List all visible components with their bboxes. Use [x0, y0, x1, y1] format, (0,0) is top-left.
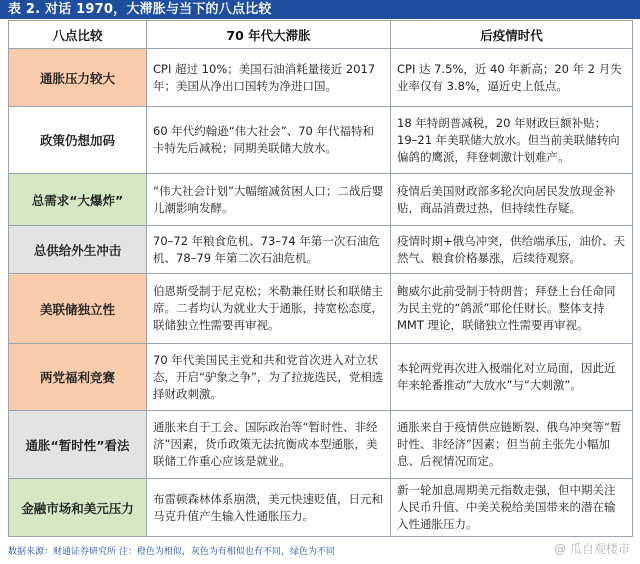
row-label: 金融市场和美元压力	[9, 479, 147, 537]
header-post-pandemic: 后疫情时代	[391, 21, 633, 49]
cell-1970s: 通胀来自于工会、国际政治等“暂时性、非经济”因素，货币政策无法抗衡成本型通胀，美联储工作重心应该是就业。	[147, 411, 391, 479]
table-row	[9, 174, 633, 226]
cell-1970s: 伯恩斯受制于尼克松；米勒兼任财长和联储主席。二者均认为就业大于通胀，持宽松态度，联储独立性需要再审视。	[147, 274, 391, 344]
source-footnote: 数据来源：财通证券研究所 注：橙色为相似，灰色为有相似也有不同，绿色为不同	[8, 547, 335, 557]
cell-post-pandemic: 本轮两党再次进入极端化对立局面，因此近年来轮番推动“大放水”与“大刺激”。	[391, 344, 633, 411]
watermark: @ 瓜自观楼市	[554, 542, 630, 556]
table-title: 表 2. 对话 1970，大滞胀与当下的八点比较	[0, 0, 640, 19]
cell-1970s: 60 年代约翰逊“伟大社会”、70 年代福特和卡特先后减税；同期美联储大放水。	[147, 107, 391, 174]
table-row	[9, 226, 633, 274]
cell-1970s: CPI 超过 10%；美国石油消耗量接近 2017 年；美国从净出口国转为净进口国。	[147, 49, 391, 107]
cell-1970s: 70–72 年粮食危机、73–74 年第一次石油危机、78–79 年第二次石油危机。	[147, 226, 391, 274]
row-label: 通胀压力较大	[9, 49, 147, 107]
header-1970s: 70 年代大滞胀	[147, 21, 391, 49]
row-label: 两党福利竞赛	[9, 344, 147, 411]
cell-post-pandemic: CPI 达 7.5%，近 40 年新高；20 年 2 月失业率仅有 3.8%，逼近史上低点。	[391, 49, 633, 107]
cell-post-pandemic: 疫情时期+俄乌冲突，供给端承压，油价、天然气、粮食价格暴涨，后续待观察。	[391, 226, 633, 274]
cell-1970s: 70 年代美国民主党和共和党首次进入对立状态，开启“驴象之争”，为了拉拢选民，党相选择财政刺激。	[147, 344, 391, 411]
cell-post-pandemic: 18 年特朗普减税，20 年财政巨额补贴；19–21 年美联储大放水。但当前美联储转向偏鸽的鹰派，拜登刺激计划难产。	[391, 107, 633, 174]
table-row	[9, 274, 633, 344]
header-category: 八点比较	[9, 21, 147, 49]
header-row	[9, 21, 633, 49]
table-row	[9, 49, 633, 107]
row-label: 总需求“大爆炸”	[9, 174, 147, 226]
cell-1970s: “伟大社会计划”大幅缩减贫困人口；二战后婴儿潮影响发酵。	[147, 174, 391, 226]
row-label: 通胀“暂时性”看法	[9, 411, 147, 479]
cell-post-pandemic: 通胀来自于疫情供应链断裂、俄乌冲突等“暂时性、非经济”因素；但当前主张先小幅加息、后视情况而定。	[391, 411, 633, 479]
row-label: 政策仍想加码	[9, 107, 147, 174]
table-row	[9, 107, 633, 174]
table-row	[9, 411, 633, 479]
comparison-table	[8, 20, 633, 537]
table-row	[9, 344, 633, 411]
row-label: 总供给外生冲击	[9, 226, 147, 274]
cell-post-pandemic: 疫情后美国财政部多轮次向居民发放现金补贴，商品消费过热，但持续性存疑。	[391, 174, 633, 226]
cell-post-pandemic: 鲍威尔此前受制于特朗普；拜登上台任命同为民主党的“鸽派”耶伦任财长。整体支持 MMT 理论，联储独立性需要再审视。	[391, 274, 633, 344]
cell-1970s: 布雷顿森林体系崩溃，美元快速贬值，日元和马克升值产生输入性通胀压力。	[147, 479, 391, 537]
table-row	[9, 479, 633, 537]
row-label: 美联储独立性	[9, 274, 147, 344]
cell-post-pandemic: 新一轮加息周期美元指数走强，但中期关注人民币升值、中美关税给美国带来的潜在输入性通胀压力。	[391, 479, 633, 537]
